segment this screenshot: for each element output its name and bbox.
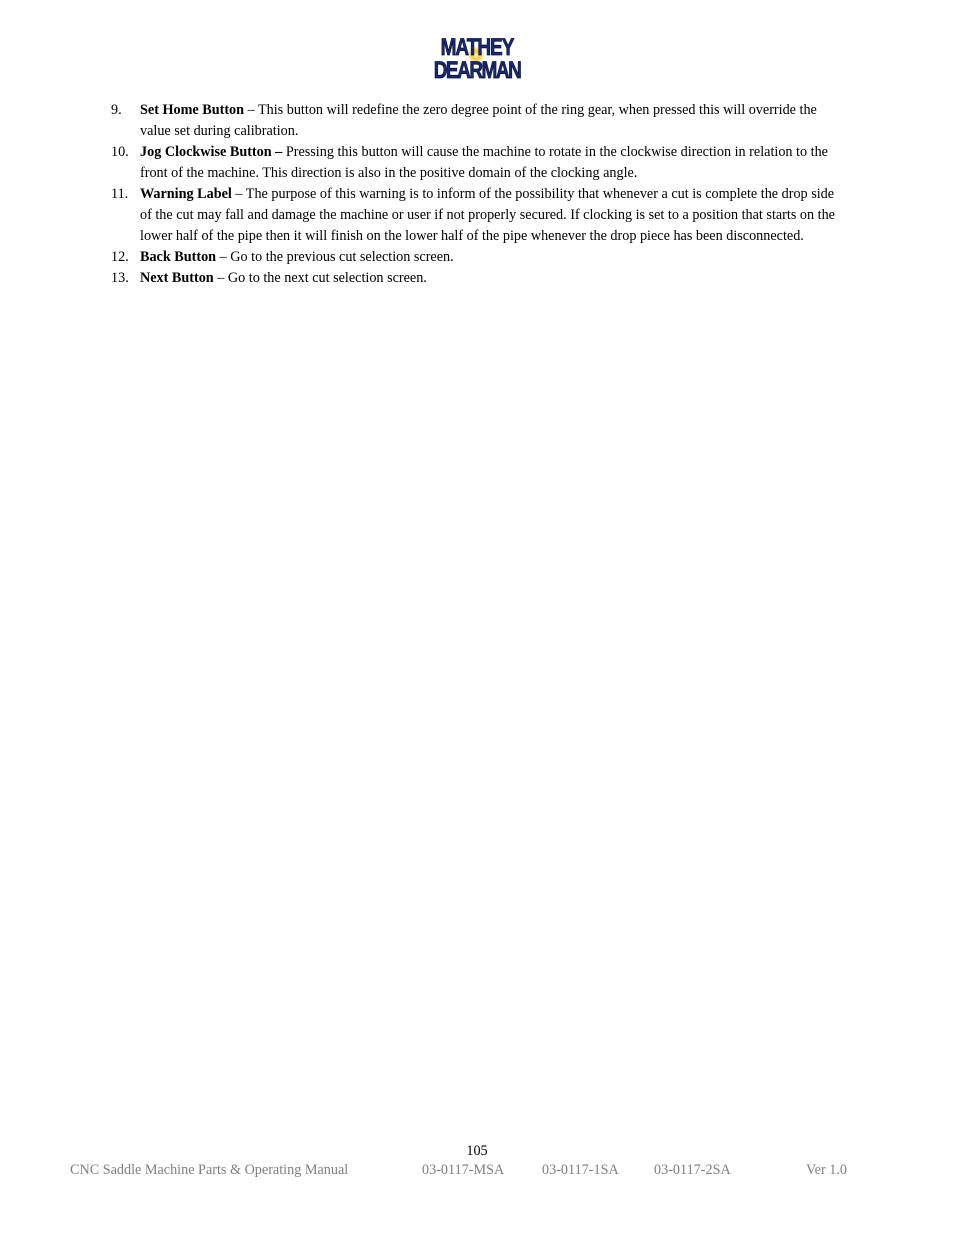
company-logo [425, 33, 529, 85]
list-item-number: 11. [111, 186, 129, 202]
list-item-text: – Go to the previous cut selection screen. [216, 249, 454, 265]
numbered-list [108, 100, 838, 289]
list-item [108, 184, 838, 247]
list-item-text: – This button will redefine the zero degree point of the ring gear, when pressed this will override the value set during calibration. [140, 102, 817, 139]
list-item [108, 142, 838, 184]
list-item-text: Pressing this button will cause the machine to rotate in the clockwise direction in relation to the front of the machine. This direction is also in the positive domain of the clocking angle. [140, 144, 828, 181]
footer-part-number-1sa: 03-0117-1SA [542, 1162, 619, 1178]
list-item [108, 247, 838, 268]
list-item-number: 10. [111, 144, 129, 160]
footer-manual-title: CNC Saddle Machine Parts & Operating Manual [70, 1162, 349, 1178]
page-footer [0, 1160, 954, 1182]
list-item-label: Back Button [140, 249, 217, 265]
footer-part-number-msa: 03-0117-MSA [422, 1162, 505, 1178]
logo-line1: MATHEY [440, 34, 514, 61]
list-item-number: 9. [111, 102, 122, 118]
list-item [108, 268, 838, 289]
list-item-text: – The purpose of this warning is to inform of the possibility that whenever a cut is complete the drop side of the cut may fall and damage the machine or user if not properly secured. If clocking is set to a position that starts on the lower half of the pipe then it will finish on the lower half of the pipe whenever the drop piece has been disconnected. [140, 186, 835, 244]
footer-part-number-2sa: 03-0117-2SA [654, 1162, 731, 1178]
list-item-label: Next Button [140, 270, 214, 286]
list-item-number: 12. [111, 249, 129, 265]
list-item [108, 100, 838, 142]
footer-version: Ver 1.0 [806, 1162, 847, 1178]
logo-line2: DEARMAN [433, 57, 521, 84]
list-item-number: 13. [111, 270, 129, 286]
list-item-text: – Go to the next cut selection screen. [213, 270, 427, 286]
page-number: 105 [466, 1143, 488, 1159]
list-item-label: Jog Clockwise Button – [140, 144, 283, 160]
list-item-label: Set Home Button [140, 102, 245, 118]
list-item-label: Warning Label [140, 186, 232, 202]
